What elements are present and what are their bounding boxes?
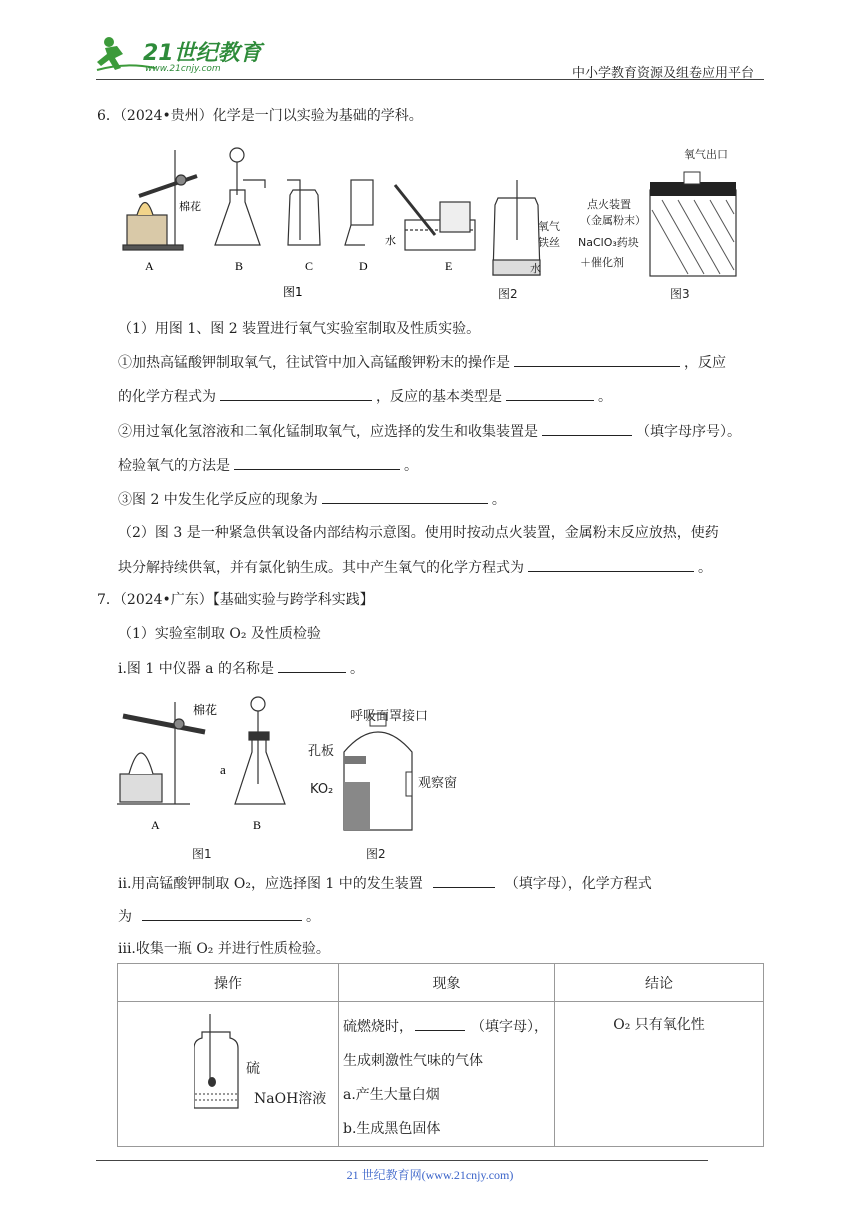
answer-blank[interactable] xyxy=(142,906,302,921)
q7-fig2-plate: 孔板 xyxy=(308,744,335,759)
q6-line-3-text: 的化学方程式为 xyxy=(118,389,216,405)
q7-figure-2 xyxy=(340,712,420,837)
table-cell-conclusion xyxy=(555,1002,764,1147)
sulfur-bottle-icon xyxy=(194,1012,394,1132)
logo-url: www.21cnjy.com xyxy=(145,64,221,74)
q6-title: 6．（2024•贵州）化学是一门以实验为基础的学科。 xyxy=(97,108,423,124)
q6-line-3-tail: 。 xyxy=(598,389,612,405)
q7-line-2-tail: 。 xyxy=(349,661,364,677)
q7-title: 7．（2024•广东）【基础实验与跨学科实践】 xyxy=(97,592,374,608)
q6-figure-3 xyxy=(648,160,738,280)
q6-fig3-block-1: NaClO₃药块 xyxy=(578,236,639,249)
answer-blank[interactable] xyxy=(234,455,400,470)
fig1-water-label: 水 xyxy=(385,234,396,247)
answer-blank[interactable] xyxy=(528,557,694,572)
q6-fig3-igniter-1: 点火装置 xyxy=(587,198,631,211)
q7-line-3-tail: （填字母），化学方程式 xyxy=(504,876,652,892)
answer-blank[interactable] xyxy=(415,1016,465,1031)
q6-fig3-outlet: 氧气出口 xyxy=(684,148,728,161)
q7-fig1-label-b: B xyxy=(253,818,262,832)
header-rule xyxy=(96,79,764,80)
apparatus-e-icon xyxy=(395,185,475,250)
table-header-conclusion: 结论 xyxy=(555,964,764,1002)
answer-blank[interactable] xyxy=(322,489,488,504)
q7-line-2-text: i.图 1 中仪器 a 的名称是 xyxy=(118,661,274,677)
site-logo xyxy=(95,32,265,78)
q6-fig3-caption: 图3 xyxy=(670,287,690,301)
q7-fig2-mask: 呼吸面罩接口 xyxy=(350,709,429,724)
q7-line-5: iii.收集一瓶 O₂ 并进行性质检验。 xyxy=(118,941,330,957)
q6-line-5-tail: 。 xyxy=(404,458,418,474)
q6-line-1: （1）用图 1、图 2 装置进行氧气实验室制取及性质实验。 xyxy=(118,321,481,337)
q6-line-2 xyxy=(118,352,726,373)
q6-figure-1 xyxy=(115,140,545,305)
q7-line-3 xyxy=(118,873,652,894)
phen-line-1-tail: （填字母）， xyxy=(471,1019,548,1035)
apparatus-c-icon xyxy=(287,180,320,245)
phen-line-1-text: 硫燃烧时， xyxy=(343,1019,413,1035)
phen-line-2: 生成刺激性气味的气体 xyxy=(343,1053,483,1069)
q7-fig1-cotton: 棉花 xyxy=(193,703,218,717)
answer-blank[interactable] xyxy=(506,386,594,401)
phen-option-a: a.产生大量白烟 xyxy=(343,1087,440,1103)
q7-line-4-text: 为 xyxy=(118,909,132,925)
q7-line-4-tail: 。 xyxy=(306,909,320,925)
q6-line-6-tail: 。 xyxy=(491,492,506,508)
phen-option-b: b.生成黑色固体 xyxy=(343,1121,441,1137)
q6-line-8 xyxy=(118,557,712,578)
sulfur-label: 硫 xyxy=(246,1061,260,1077)
q6-line-2-tail: ，反应 xyxy=(684,355,726,371)
footer-rule xyxy=(96,1160,708,1161)
q7-figure-1 xyxy=(115,692,295,842)
answer-blank[interactable] xyxy=(278,658,346,673)
q6-line-8-tail: 。 xyxy=(698,560,712,576)
q7-fig1-caption: 图1 xyxy=(192,847,212,861)
footer-text: 21 世纪教育网(www.21cnjy.com) xyxy=(346,1168,514,1182)
q6-line-5-text: 检验氧气的方法是 xyxy=(118,458,230,474)
table-header-operation: 操作 xyxy=(118,964,339,1002)
q6-line-8-text: 块分解持续供氧，并有氯化钠生成。其中产生氧气的化学方程式为 xyxy=(118,560,524,576)
q6-line-5 xyxy=(118,455,418,476)
fig1-caption: 图1 xyxy=(283,285,303,299)
apparatus-d-icon xyxy=(345,180,373,245)
logo-text: 21世纪教育 xyxy=(143,41,262,66)
fig1-label-c: C xyxy=(305,259,314,273)
table-cell-operation xyxy=(118,1002,339,1147)
q6-line-6 xyxy=(118,489,506,510)
q6-fig3-igniter-2: （金属粉末） xyxy=(580,214,646,227)
q6-line-6-text: ③图 2 中发生化学反应的现象为 xyxy=(118,492,318,508)
q7-fig1-a-label: a xyxy=(220,762,226,777)
conclusion-text: O₂ 只有氧化性 xyxy=(613,1017,705,1033)
fig1-cotton-label: 棉花 xyxy=(179,200,201,213)
table-header-phenomenon: 现象 xyxy=(339,964,555,1002)
apparatus-a-icon xyxy=(117,702,205,804)
q6-fig3-block-2: ＋催化剂 xyxy=(580,256,624,269)
fig1-label-d: D xyxy=(359,259,368,273)
q7-line-1: （1）实验室制取 O₂ 及性质检验 xyxy=(118,626,321,642)
apparatus-b-icon xyxy=(215,148,265,245)
q6-fig2-iron: 铁丝 xyxy=(538,236,560,249)
q7-line-4 xyxy=(118,906,320,927)
q6-line-4 xyxy=(118,421,741,442)
header-right-text: 中小学教育资源及组卷应用平台 xyxy=(572,65,755,80)
q6-line-3-mid: ，反应的基本类型是 xyxy=(376,389,502,405)
q6-line-4-tail: （填字母序号）。 xyxy=(636,424,741,440)
q7-line-3-text: ii.用高锰酸钾制取 O₂，应选择图 1 中的发生装置 xyxy=(118,876,423,892)
q6-line-2-text: ①加热高锰酸钾制取氧气，往试管中加入高锰酸钾粉末的操作是 xyxy=(118,355,510,371)
q6-line-7: （2）图 3 是一种紧急供氧设备内部结构示意图。使用时按动点火装置，金属粉末反应放热，使药 xyxy=(118,525,719,541)
naoh-label: NaOH溶液 xyxy=(254,1091,327,1107)
q7-table xyxy=(117,963,764,1147)
fig1-label-b: B xyxy=(235,259,244,273)
q6-fig2-oxygen: 氧气 xyxy=(538,220,560,233)
fig1-label-a: A xyxy=(145,259,154,273)
q6-fig2-water: 水 xyxy=(530,262,541,275)
answer-blank[interactable] xyxy=(433,873,495,888)
q6-line-4-text: ②用过氧化氢溶液和二氧化锰制取氧气，应选择的发生和收集装置是 xyxy=(118,424,538,440)
q7-fig2-ko2: KO₂ xyxy=(310,782,334,797)
answer-blank[interactable] xyxy=(542,421,632,436)
q7-fig1-label-a: A xyxy=(151,818,160,832)
fig1-label-e: E xyxy=(445,259,453,273)
q6-line-3 xyxy=(118,386,612,407)
answer-blank[interactable] xyxy=(220,386,372,401)
q7-fig2-caption: 图2 xyxy=(366,847,386,861)
apparatus-b-icon xyxy=(235,697,285,804)
q7-line-2 xyxy=(118,658,364,679)
q6-fig2-caption: 图2 xyxy=(498,287,518,301)
q7-fig2-window: 观察窗 xyxy=(418,776,458,791)
answer-blank[interactable] xyxy=(514,352,680,367)
